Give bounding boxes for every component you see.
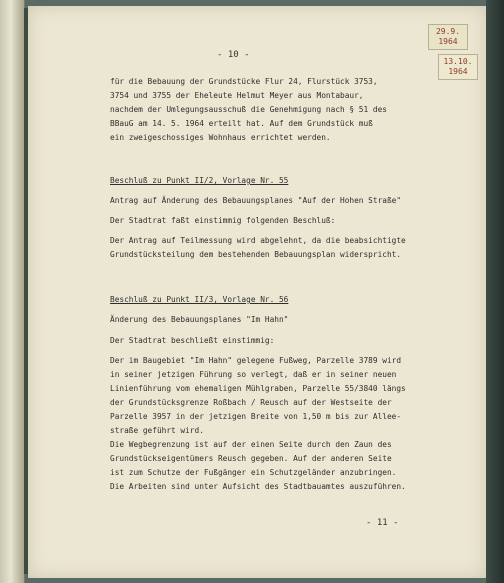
section3-line: Änderung des Bebauungsplanes "Im Hahn" xyxy=(110,315,289,324)
side-strip xyxy=(486,0,504,583)
paragraph1-line: ein zweigeschossiges Wohnhaus errichtet werden. xyxy=(110,133,331,142)
section2-heading: Beschluß zu Punkt II/2, Vorlage Nr. 55 xyxy=(110,176,289,185)
section3-heading: Beschluß zu Punkt II/3, Vorlage Nr. 56 xyxy=(110,295,289,304)
date-tab-1-text: 29.9. 1964 xyxy=(435,27,461,46)
date-tab-2 xyxy=(438,54,478,80)
section3-line: ist zum Schutze der Fußgänger ein Schutzgeländer anzubringen. xyxy=(110,468,397,477)
paragraph1-line: für die Bebauung der Grundstücke Flur 24, Flurstück 3753, xyxy=(110,77,378,86)
section3-line: straße geführt wird. xyxy=(110,426,204,435)
section2-line: Antrag auf Änderung des Bebauungsplanes "Auf der Hohen Straße" xyxy=(110,196,402,205)
section3-line: in seiner jetzigen Führung so verlegt, daß er in seiner neuen xyxy=(110,370,397,379)
page-number: - 10 - xyxy=(217,50,250,60)
paragraph1-line: nachdem der Umlegungsausschuß die Genehmigung nach § 51 des xyxy=(110,105,387,114)
section3-line: Die Wegbegrenzung ist auf der einen Seite durch den Zaun des xyxy=(110,440,392,449)
next-page-number: - 11 - xyxy=(366,518,399,528)
section3-line: der Grundstücksgrenze Roßbach / Reusch auf der Westseite der xyxy=(110,398,392,407)
date-tab-2-text: 13.10. 1964 xyxy=(443,57,473,76)
section2-line: Der Stadtrat faßt einstimmig folgenden Beschluß: xyxy=(110,216,336,225)
section3-line: Grundstückseigentümers Reusch gegeben. Auf der anderen Seite xyxy=(110,454,392,463)
section3-line: Der Stadtrat beschließt einstimmig: xyxy=(110,336,275,345)
paragraph1-line: 3754 und 3755 der Eheleute Helmut Meyer aus Montabaur, xyxy=(110,91,364,100)
date-tab-1 xyxy=(428,24,468,50)
section3-line: Parzelle 3957 in der jetzigen Breite von 1,50 m bis zur Allee- xyxy=(110,412,402,421)
section3-line: Linienführung vom ehemaligen Mühlgraben, Parzelle 55/3840 längs xyxy=(110,384,406,393)
section2-line: Grundstücksteilung dem bestehenden Bebauungsplan widerspricht. xyxy=(110,250,402,259)
paragraph1-line: BBauG am 14. 5. 1964 erteilt hat. Auf dem Grundstück muß xyxy=(110,119,373,128)
section3-line: Die Arbeiten sind unter Aufsicht des Stadtbauamtes auszuführen. xyxy=(110,482,406,491)
binder-spine xyxy=(0,0,25,583)
section2-line: Der Antrag auf Teilmessung wird abgelehnt, da die beabsichtigte xyxy=(110,236,406,245)
section3-line: Der im Baugebiet "Im Hahn" gelegene Fußweg, Parzelle 3789 wird xyxy=(110,356,402,365)
